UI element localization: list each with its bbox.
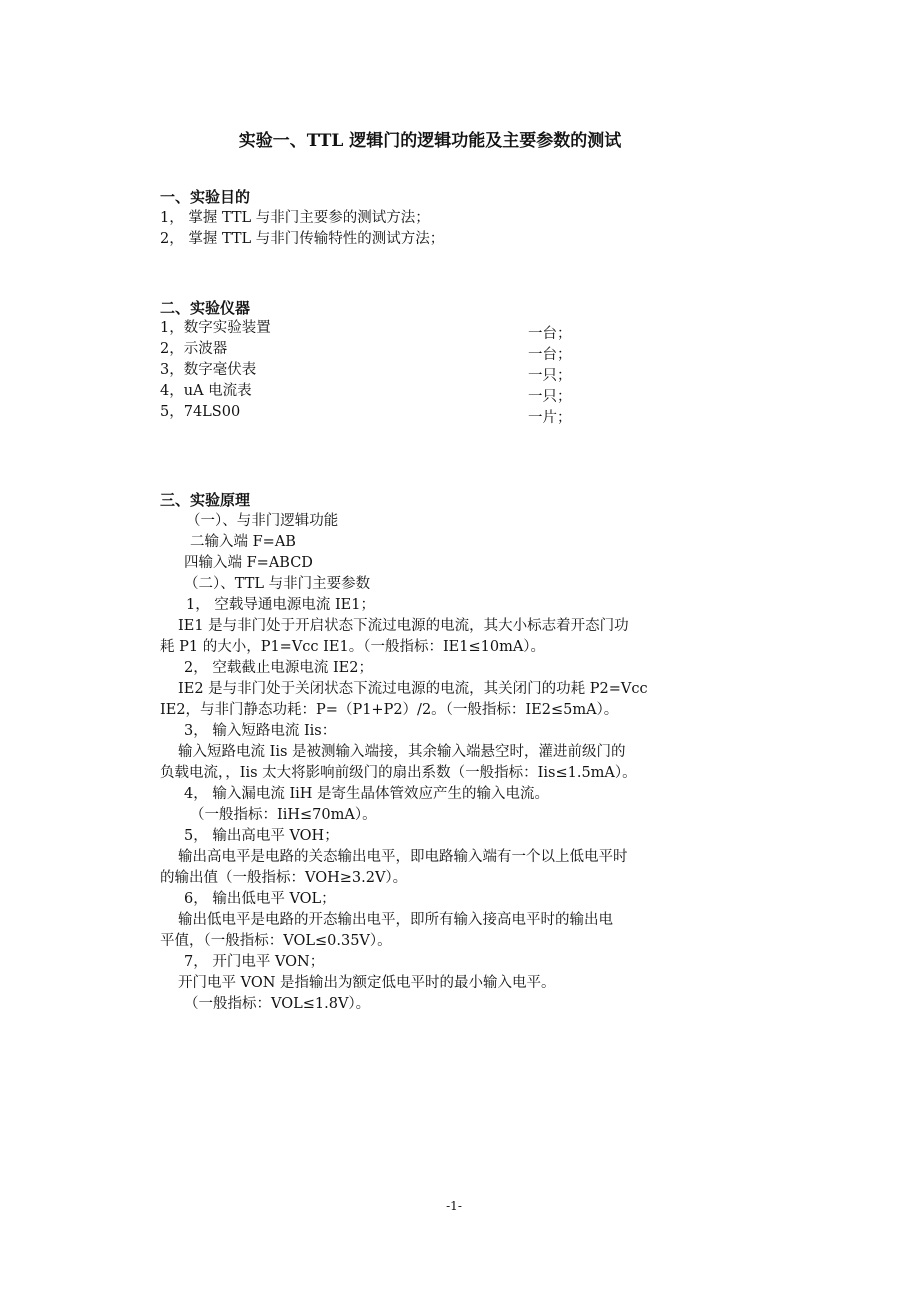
- principle-line: 平值，（一般指标：VOL≤0.35V）。: [160, 933, 392, 949]
- principle-line: 6， 输出低电平 VOL；: [184, 891, 336, 907]
- section-heading-purpose: 一、实验目的: [160, 188, 251, 206]
- instrument-quantity: 一片；: [528, 410, 572, 426]
- principle-line: 输出低电平是电路的开态输出电平，即所有输入接高电平时的输出电: [178, 912, 613, 928]
- principle-line: IE2，与非门静态功耗：P=（P1+P2）/2。（一般指标：IE2≤5mA）。: [160, 702, 619, 718]
- principle-line: 1， 空载导通电源电流 IE1；: [186, 597, 375, 613]
- principle-line: 5， 输出高电平 VOH；: [184, 828, 339, 844]
- principle-line: 的输出值（一般指标：VOH≥3.2V）。: [160, 870, 408, 886]
- principle-line: IE2 是与非门处于关闭状态下流过电源的电流，其关闭门的功耗 P2=Vcc: [178, 681, 648, 697]
- instrument-quantity: 一只；: [528, 368, 572, 384]
- purpose-item: 1， 掌握 TTL 与非门主要参的测试方法；: [160, 210, 430, 226]
- principle-line: 四输入端 F=ABCD: [184, 555, 313, 571]
- instrument-quantity: 一只；: [528, 389, 572, 405]
- principle-line: 开门电平 VON 是指输出为额定低电平时的最小输入电平。: [178, 975, 556, 991]
- principle-line: IE1 是与非门处于开启状态下流过电源的电流，其大小标志着开态门功: [178, 618, 629, 634]
- principle-line: （一般指标：IiH≤70mA）。: [190, 807, 377, 823]
- principle-line: 3， 输入短路电流 Iis：: [184, 723, 337, 739]
- page-number: -1-: [446, 1199, 462, 1213]
- principle-line: （一般指标：VOL≤1.8V）。: [184, 996, 371, 1012]
- principle-line: 输出高电平是电路的关态输出电平，即电路输入端有一个以上低电平时: [178, 849, 628, 865]
- principle-line: 二输入端 F=AB: [190, 534, 296, 550]
- instrument-name: 2，示波器: [160, 341, 228, 357]
- principle-line: （一）、与非门逻辑功能: [186, 513, 339, 529]
- section-heading-principle: 三、实验原理: [160, 491, 251, 509]
- section-heading-instruments: 二、实验仪器: [160, 299, 251, 317]
- instrument-name: 4，uA 电流表: [160, 383, 252, 399]
- principle-line: （二）、TTL 与非门主要参数: [184, 576, 371, 592]
- principle-line: 4， 输入漏电流 IiH 是寄生晶体管效应产生的输入电流。: [184, 786, 550, 802]
- principle-line: 输入短路电流 Iis 是被测输入端接，其余输入端悬空时，灌进前级门的: [178, 744, 626, 760]
- principle-line: 2， 空载截止电源电流 IE2；: [184, 660, 373, 676]
- page-title: 实验一、TTL 逻辑门的逻辑功能及主要参数的测试: [238, 131, 622, 151]
- instrument-name: 5，74LS00: [160, 404, 241, 420]
- principle-line: 负载电流，，Iis 太大将影响前级门的扇出系数（一般指标：Iis≤1.5mA）。: [160, 765, 637, 781]
- instrument-quantity: 一台；: [528, 347, 572, 363]
- purpose-item: 2， 掌握 TTL 与非门传输特性的测试方法；: [160, 231, 445, 247]
- instrument-name: 1，数字实验装置: [160, 320, 271, 336]
- principle-line: 7， 开门电平 VON；: [184, 954, 325, 970]
- instrument-quantity: 一台；: [528, 326, 572, 342]
- principle-line: 耗 P1 的大小，P1=Vcc IE1。（一般指标：IE1≤10mA）。: [160, 639, 546, 655]
- instrument-name: 3，数字毫伏表: [160, 362, 257, 378]
